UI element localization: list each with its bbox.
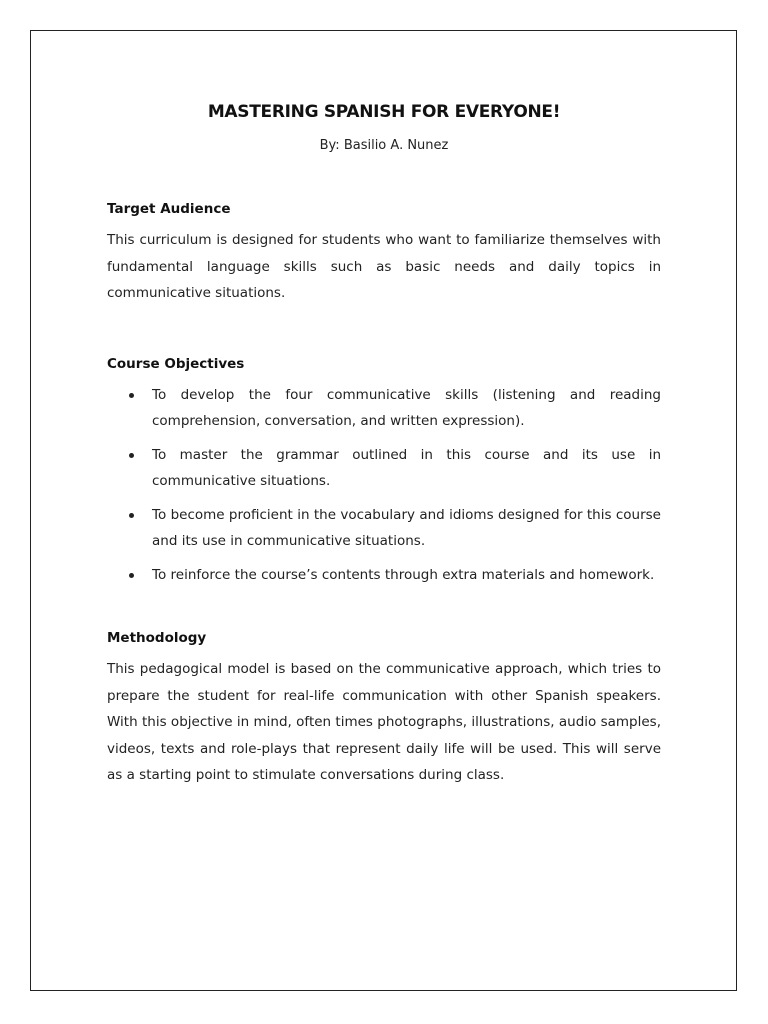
section-paragraph: This pedagogical model is based on the communicative approach, which tries to prepare the student for real-life communication with other Spanish speakers. With this objective in mind, often times photographs, illustrations, audio samples, videos, texts and role-plays that represent daily life will be used. This will serve as a starting point to stimulate conversations during class. — [107, 661, 661, 783]
bullet-icon — [129, 393, 134, 398]
section-heading: Course Objectives — [107, 355, 245, 372]
section-paragraph: This curriculum is designed for students who want to familiarize themselves with fundamental language skills such as basic needs and daily topics in communicative situations. — [107, 232, 661, 301]
section-target-audience — [107, 199, 661, 307]
list-item — [107, 442, 661, 495]
list-item-text: To master the grammar outlined in this course and its use in communicative situations. — [152, 446, 661, 489]
section-course-objectives — [107, 354, 661, 589]
list-item — [107, 502, 661, 555]
list-item — [107, 382, 661, 435]
document-body — [107, 100, 661, 789]
bullet-icon — [129, 453, 134, 458]
list-item — [107, 562, 661, 589]
bullet-icon — [129, 573, 134, 578]
list-item-text: To develop the four communicative skills (listening and reading comprehension, conversation, and written expression). — [152, 386, 661, 429]
section-heading: Methodology — [107, 630, 207, 646]
document-title: MASTERING SPANISH FOR EVERYONE! — [207, 102, 561, 122]
list-item-text: To reinforce the course’s contents through extra materials and homework. — [152, 566, 655, 583]
section-heading: Target Audience — [107, 201, 231, 217]
section-methodology — [107, 628, 661, 789]
list-item-text: To become proficient in the vocabulary and idioms designed for this course and its use in communicative situations. — [152, 506, 661, 549]
bullet-icon — [129, 513, 134, 518]
document-author: By: Basilio A. Nunez — [319, 138, 449, 153]
objectives-list — [107, 382, 661, 589]
